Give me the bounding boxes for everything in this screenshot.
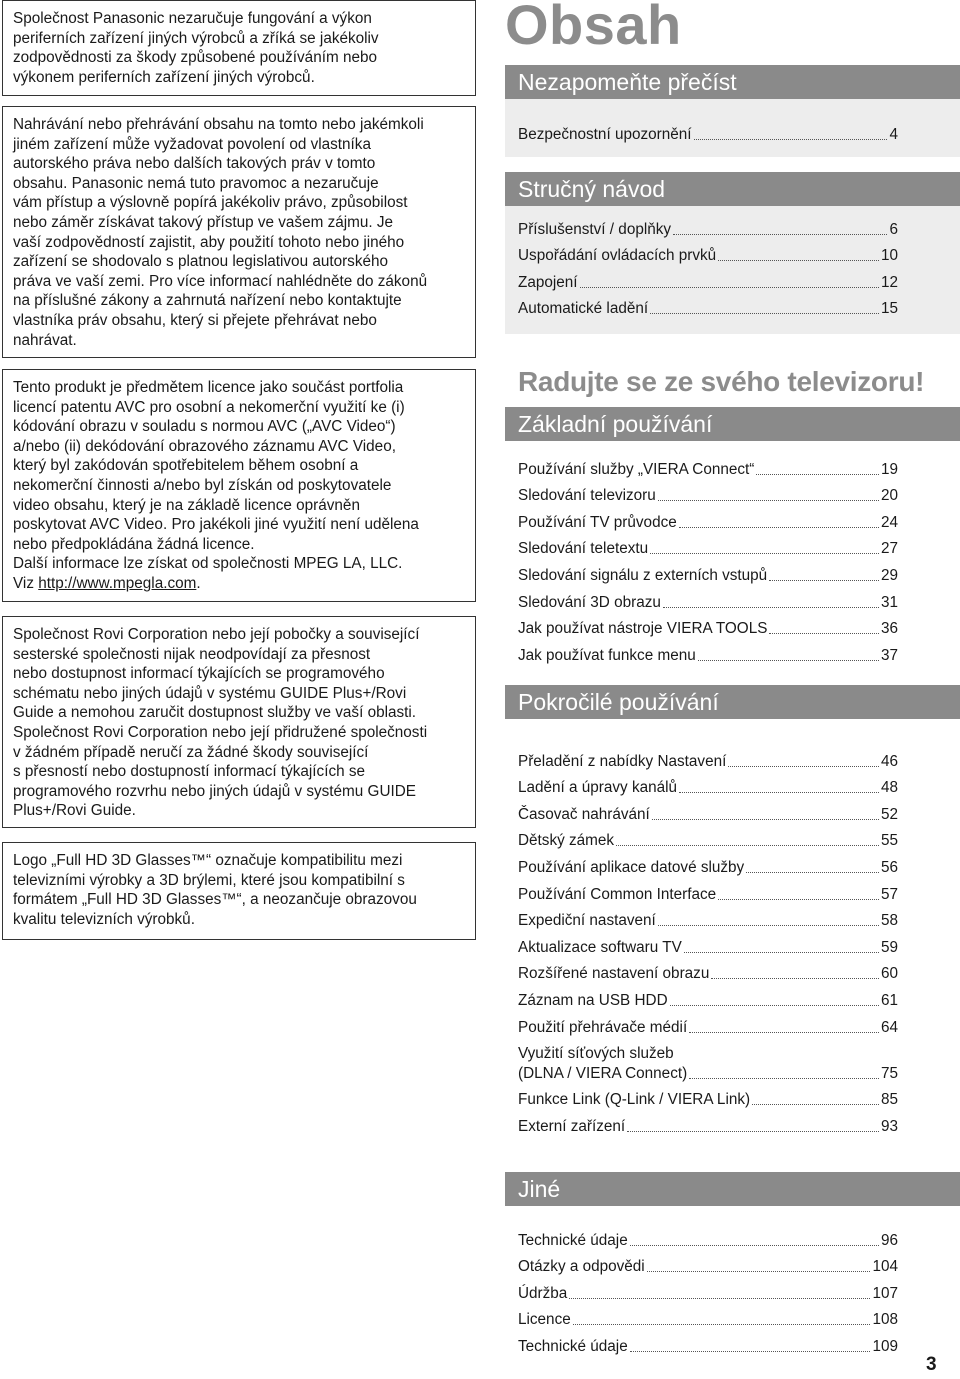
dot-leader <box>756 474 879 475</box>
toc-entry-page: 24 <box>880 513 898 531</box>
toc-entry[interactable] <box>518 293 898 320</box>
dot-leader <box>650 313 879 314</box>
toc-entry-page: 57 <box>880 885 898 903</box>
dot-leader <box>684 952 879 953</box>
dot-leader <box>616 845 879 846</box>
toc-entry-label: Licence <box>518 1311 571 1329</box>
toc-entry-page: 6 <box>889 220 898 238</box>
toc-entry[interactable] <box>518 772 898 799</box>
page-number: 3 <box>926 1354 937 1375</box>
dot-leader <box>769 580 879 581</box>
toc-entry[interactable] <box>518 851 898 878</box>
dot-leader <box>728 766 879 767</box>
toc-entry[interactable] <box>518 1110 898 1137</box>
toc-entry-label: Zapojení <box>518 273 578 291</box>
toc-entry[interactable] <box>518 1038 898 1084</box>
toc-entry-label: Jak používat funkce menu <box>518 646 696 664</box>
toc-entry-label: Sledování 3D obrazu <box>518 593 661 611</box>
toc-entry[interactable] <box>518 984 898 1011</box>
toc-entry-label: Aktualizace softwaru TV <box>518 938 682 956</box>
toc-entry[interactable] <box>518 1084 898 1111</box>
dot-leader <box>673 234 887 235</box>
toc-entry-page: 52 <box>880 805 898 823</box>
toc-entry-page: 85 <box>880 1091 898 1109</box>
notice-3d-glasses <box>2 842 476 940</box>
toc-entry-label: Otázky a odpovědi <box>518 1258 645 1276</box>
toc-entry[interactable] <box>518 266 898 293</box>
toc-list-remember <box>518 118 898 145</box>
notice-text: Tento produkt je předmětem licence jako součást portfolia licencí patentu AVC pro osobní a nekomerční využití ke (i) kódování obrazu v souladu s normou AVC („AVC Video“) a/nebo (ii) dekódování obrazového záznamu AVC Video, který byl zakódován spotřebitelem během osobní a nekomerční činnosti a/nebo byl získán od poskytovatele video obsahu, který je na základě licence oprávněn poskytovat AVC Video. Pro jakékoli jiné využití není udělena nebo předpokládána žádná licence. Další informace lze získat od společnosti MPEG LA, LLC. Viz http://www.mpegla.com. <box>13 379 419 592</box>
toc-entry[interactable] <box>518 931 898 958</box>
notice-copyright <box>2 106 476 358</box>
toc-entry-label: Sledování teletextu <box>518 540 649 558</box>
toc-entry[interactable] <box>518 480 898 507</box>
toc-entry-label: Údržba <box>518 1284 568 1302</box>
dot-leader <box>746 872 879 873</box>
toc-entry-label: Přeladění z nabídky Nastavení <box>518 752 727 770</box>
toc-entry[interactable] <box>518 825 898 852</box>
toc-entry-page: 29 <box>880 566 898 584</box>
toc-entry-label: Bezpečnostní upozornění <box>518 125 692 143</box>
toc-entry-label: Používání TV průvodce <box>518 513 677 531</box>
toc-entry-page: 107 <box>872 1284 898 1302</box>
dot-leader <box>627 1131 879 1132</box>
section-heading-advanced: Pokročilé používání <box>505 685 960 719</box>
toc-entry[interactable] <box>518 1251 898 1278</box>
toc-entry-page: 37 <box>880 646 898 664</box>
toc-list-quick <box>518 213 898 319</box>
toc-entry-page: 75 <box>880 1064 898 1082</box>
notice-peripheral-devices <box>2 0 476 96</box>
notice-rovi <box>2 616 476 828</box>
notice-text: Společnost Panasonic nezaručuje fungování a výkon periferních zařízení jiných výrobců a zříká se jakékoliv zodpovědnosti za škody způsobené používáním nebo výkonem periferních zařízení jiných výrobců. <box>13 10 379 86</box>
toc-entry-label: Externí zařízení <box>518 1117 626 1135</box>
section-heading-other: Jiné <box>505 1172 960 1206</box>
dot-leader <box>652 819 879 820</box>
dot-leader <box>718 260 879 261</box>
dot-leader <box>647 1271 871 1272</box>
dot-leader <box>679 527 879 528</box>
toc-entry-label: Používání služby „VIERA Connect“ <box>518 460 755 478</box>
toc-entry-page: 19 <box>880 460 898 478</box>
promo-heading: Radujte se ze svého televizoru! <box>518 366 925 397</box>
toc-entry-label: Funkce Link (Q-Link / VIERA Link) <box>518 1091 751 1109</box>
dot-leader <box>711 978 879 979</box>
toc-entry-label: Používání Common Interface <box>518 885 717 903</box>
toc-entry-page: 96 <box>880 1231 898 1249</box>
dot-leader <box>752 1104 879 1105</box>
toc-entry-label: Použití přehrávače médií <box>518 1018 688 1036</box>
toc-entry[interactable] <box>518 533 898 560</box>
toc-entry-label: Jak používat nástroje VIERA TOOLS <box>518 620 768 638</box>
notice-text: Nahrávání nebo přehrávání obsahu na tomto nebo jakémkoli jiném zařízení může vyžadovat povolení od vlastníka autorského práva nebo dalších takových práv v tomto obsahu. Panasonic nemá tuto pravomoc a nezaručuje vám přístup a výslovně popírá jakékoliv právo, způsobilost nebo záměr získávat takový přístup ve vašem zájmu. Je vaší zodpovědností zajistit, aby použití tohoto nebo jiného zařízení se shodovalo s platnou legislativou autorského práva ve vaší zemi. Pro více informací nahlédněte do zákonů na příslušné zákony a zahrnutá nařízení nebo kontaktujte vlastníka práv obsahu, který si přejete přehrávat nebo nahrávat. <box>13 116 428 349</box>
toc-entry-label: Rozšířené nastavení obrazu <box>518 965 710 983</box>
toc-entry-page: 48 <box>880 779 898 797</box>
dot-leader <box>694 139 888 140</box>
toc-entry[interactable] <box>518 1011 898 1038</box>
toc-entry-page: 10 <box>880 247 898 265</box>
toc-entry-page: 58 <box>880 912 898 930</box>
toc-entry[interactable] <box>518 1277 898 1304</box>
toc-entry[interactable] <box>518 1304 898 1331</box>
mpegla-link[interactable]: http://www.mpegla.com <box>38 574 197 592</box>
toc-list-basic <box>518 453 898 666</box>
toc-entry[interactable] <box>518 453 898 480</box>
toc-entry[interactable] <box>518 240 898 267</box>
dot-leader <box>573 1324 871 1325</box>
section-heading-remember: Nezapomeňte přečíst <box>505 65 960 99</box>
toc-entry-label: Příslušenství / doplňky <box>518 220 672 238</box>
toc-entry[interactable] <box>518 1330 898 1357</box>
toc-entry[interactable] <box>518 559 898 586</box>
toc-entry-page: 93 <box>880 1117 898 1135</box>
toc-entry[interactable] <box>518 745 898 772</box>
page-title: Obsah <box>505 0 682 56</box>
toc-entry-label: Používání aplikace datové služby <box>518 858 745 876</box>
toc-entry-page: 104 <box>872 1258 898 1276</box>
toc-entry[interactable] <box>518 905 898 932</box>
toc-entry[interactable] <box>518 639 898 666</box>
toc-entry-page: 27 <box>880 540 898 558</box>
dot-leader <box>698 660 879 661</box>
dot-leader <box>630 1351 871 1352</box>
notice-text: Logo „Full HD 3D Glasses™“ označuje kompatibilitu mezi televizními výrobky a 3D brýlemi, které jsou kompatibilní s formátem „Full HD 3D Glasses™“, a neozančuje obrazovou kvalitu televizních výrobků. <box>13 852 417 928</box>
toc-entry-page: 15 <box>880 300 898 318</box>
dot-leader <box>569 1298 870 1299</box>
dot-leader <box>580 287 879 288</box>
toc-entry-label: Ladění a úpravy kanálů <box>518 779 678 797</box>
toc-entry-page: 109 <box>872 1337 898 1355</box>
dot-leader <box>679 792 879 793</box>
toc-entry-page: 60 <box>880 965 898 983</box>
toc-entry-label: Technické údaje <box>518 1231 628 1249</box>
toc-entry-page: 64 <box>880 1018 898 1036</box>
toc-entry[interactable] <box>518 878 898 905</box>
dot-leader <box>689 1078 879 1079</box>
dot-leader <box>689 1032 879 1033</box>
toc-entry-page: 46 <box>880 752 898 770</box>
toc-entry[interactable] <box>518 213 898 240</box>
dot-leader <box>650 553 879 554</box>
dot-leader <box>658 500 879 501</box>
notice-avc-license <box>2 369 476 602</box>
toc-entry-label: Dětský zámek <box>518 832 615 850</box>
dot-leader <box>658 925 879 926</box>
dot-leader <box>718 899 879 900</box>
toc-entry-label: Využití síťových služeb (DLNA / VIERA Connect) <box>518 1044 688 1082</box>
toc-entry[interactable] <box>518 586 898 613</box>
toc-entry-page: 20 <box>880 487 898 505</box>
toc-entry-page: 61 <box>880 991 898 1009</box>
toc-entry-page: 56 <box>880 858 898 876</box>
toc-entry-label: Záznam na USB HDD <box>518 991 668 1009</box>
toc-entry-label: Technické údaje <box>518 1337 628 1355</box>
toc-entry-label: Časovač nahrávání <box>518 805 650 823</box>
section-heading-basic: Základní používání <box>505 407 960 441</box>
toc-entry-label: Expediční nastavení <box>518 912 656 930</box>
toc-entry[interactable] <box>518 118 898 145</box>
dot-leader <box>769 633 879 634</box>
toc-entry-page: 108 <box>872 1311 898 1329</box>
toc-entry-label: Automatické ladění <box>518 300 649 318</box>
toc-entry[interactable] <box>518 613 898 640</box>
toc-entry[interactable] <box>518 1224 898 1251</box>
toc-entry[interactable] <box>518 798 898 825</box>
toc-entry-page: 36 <box>880 620 898 638</box>
dot-leader <box>670 1005 879 1006</box>
toc-entry[interactable] <box>518 958 898 985</box>
toc-entry-label: Sledování signálu z externích vstupů <box>518 566 768 584</box>
dot-leader <box>663 607 879 608</box>
notice-text: Společnost Rovi Corporation nebo její pobočky a související sesterské společnosti nijak neodpovídají za přesnost nebo dostupnost informací týkajících se programového schématu nebo jiných údajů v systému GUIDE Plus+/Rovi Guide a nemohou zaručit dostupnost služby ve vaší oblasti. Společnost Rovi Corporation nebo její přidružené společnosti v žádném případě neručí za žádné škody související s přesností nebo dostupností informací týkajících se programového rozvrhu nebo jiných údajů v systému GUIDE Plus+/Rovi Guide. <box>13 626 428 820</box>
dot-leader <box>630 1245 879 1246</box>
toc-list-other <box>518 1224 898 1357</box>
toc-entry-page: 31 <box>880 593 898 611</box>
toc-entry-label: Sledování televizoru <box>518 487 656 505</box>
toc-entry-label: Uspořádání ovládacích prvků <box>518 247 717 265</box>
toc-list-advanced <box>518 745 898 1137</box>
toc-entry-page: 4 <box>889 125 898 143</box>
toc-entry[interactable] <box>518 506 898 533</box>
toc-entry-page: 55 <box>880 832 898 850</box>
section-heading-quick: Stručný návod <box>505 172 960 206</box>
toc-entry-page: 12 <box>880 273 898 291</box>
toc-entry-page: 59 <box>880 938 898 956</box>
